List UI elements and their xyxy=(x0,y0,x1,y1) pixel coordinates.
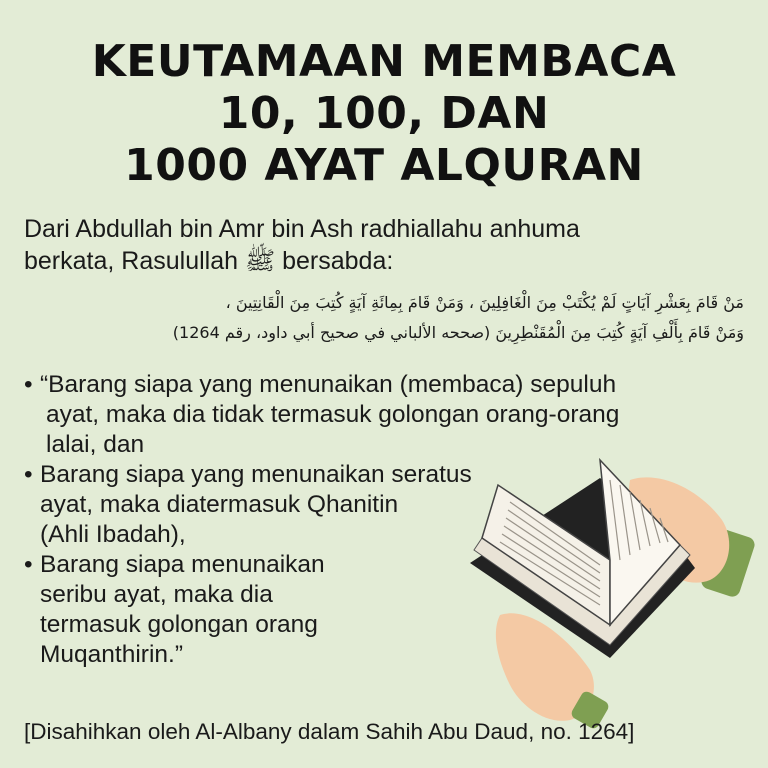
list-item-line: (Ahli Ibadah), xyxy=(40,521,186,548)
intro-line-1: Dari Abdullah bin Amr bin Ash radhiallahu anhuma xyxy=(24,215,580,243)
title-line-2: 10, 100, DAN xyxy=(218,88,550,139)
page-title xyxy=(0,36,768,192)
intro-line-2: berkata, Rasulullah ﷺ bersabda: xyxy=(24,247,394,275)
list-item-line: Barang siapa menunaikan xyxy=(40,551,325,578)
list-item-line: Barang siapa yang menunaikan seratus xyxy=(40,461,472,488)
bullet-dot: • xyxy=(24,371,33,398)
bullet-dot: • xyxy=(24,461,33,488)
list-item-line: “Barang siapa yang menunaikan (membaca) sepuluh xyxy=(40,371,617,398)
title-line-3: 1000 AYAT ALQURAN xyxy=(124,140,644,191)
hands-holding-quran-icon xyxy=(460,440,760,730)
intro-text xyxy=(24,213,724,277)
source-citation: [Disahihkan oleh Al-Albany dalam Sahih Abu Daud, no. 1264] xyxy=(24,719,635,744)
list-item-line: lalai, dan xyxy=(46,431,145,458)
bullet-dot: • xyxy=(24,551,33,578)
list-item-line: seribu ayat, maka dia xyxy=(40,581,273,608)
list-item xyxy=(24,550,380,670)
list-item-line: ayat, maka diatermasuk Qhanitin xyxy=(40,491,399,518)
list-item-line: Muqanthirin.” xyxy=(40,641,183,668)
list-item-line: termasuk golongan orang xyxy=(40,611,318,638)
arabic-hadith xyxy=(24,288,744,348)
arabic-line-1: مَنْ قَامَ بِعَشْرِ آيَاتٍ لَمْ يُكْتَبْ مِنَ الْغَافِلِينَ ، وَمَنْ قَامَ بِمِائَةِ آيَةٍ كُتِبَ مِنَ الْقَانِتِينَ ، xyxy=(225,293,744,312)
arabic-line-2: وَمَنْ قَامَ بِأَلْفِ آيَةٍ كُتِبَ مِنَ الْمُقَنْطِرِينَ (صححه الألباني في صحيح أبي داود، رقم 1264) xyxy=(172,323,744,342)
list-item-line: ayat, maka dia tidak termasuk golongan orang-orang xyxy=(46,401,620,428)
title-line-1: KEUTAMAAN MEMBACA xyxy=(91,36,677,87)
